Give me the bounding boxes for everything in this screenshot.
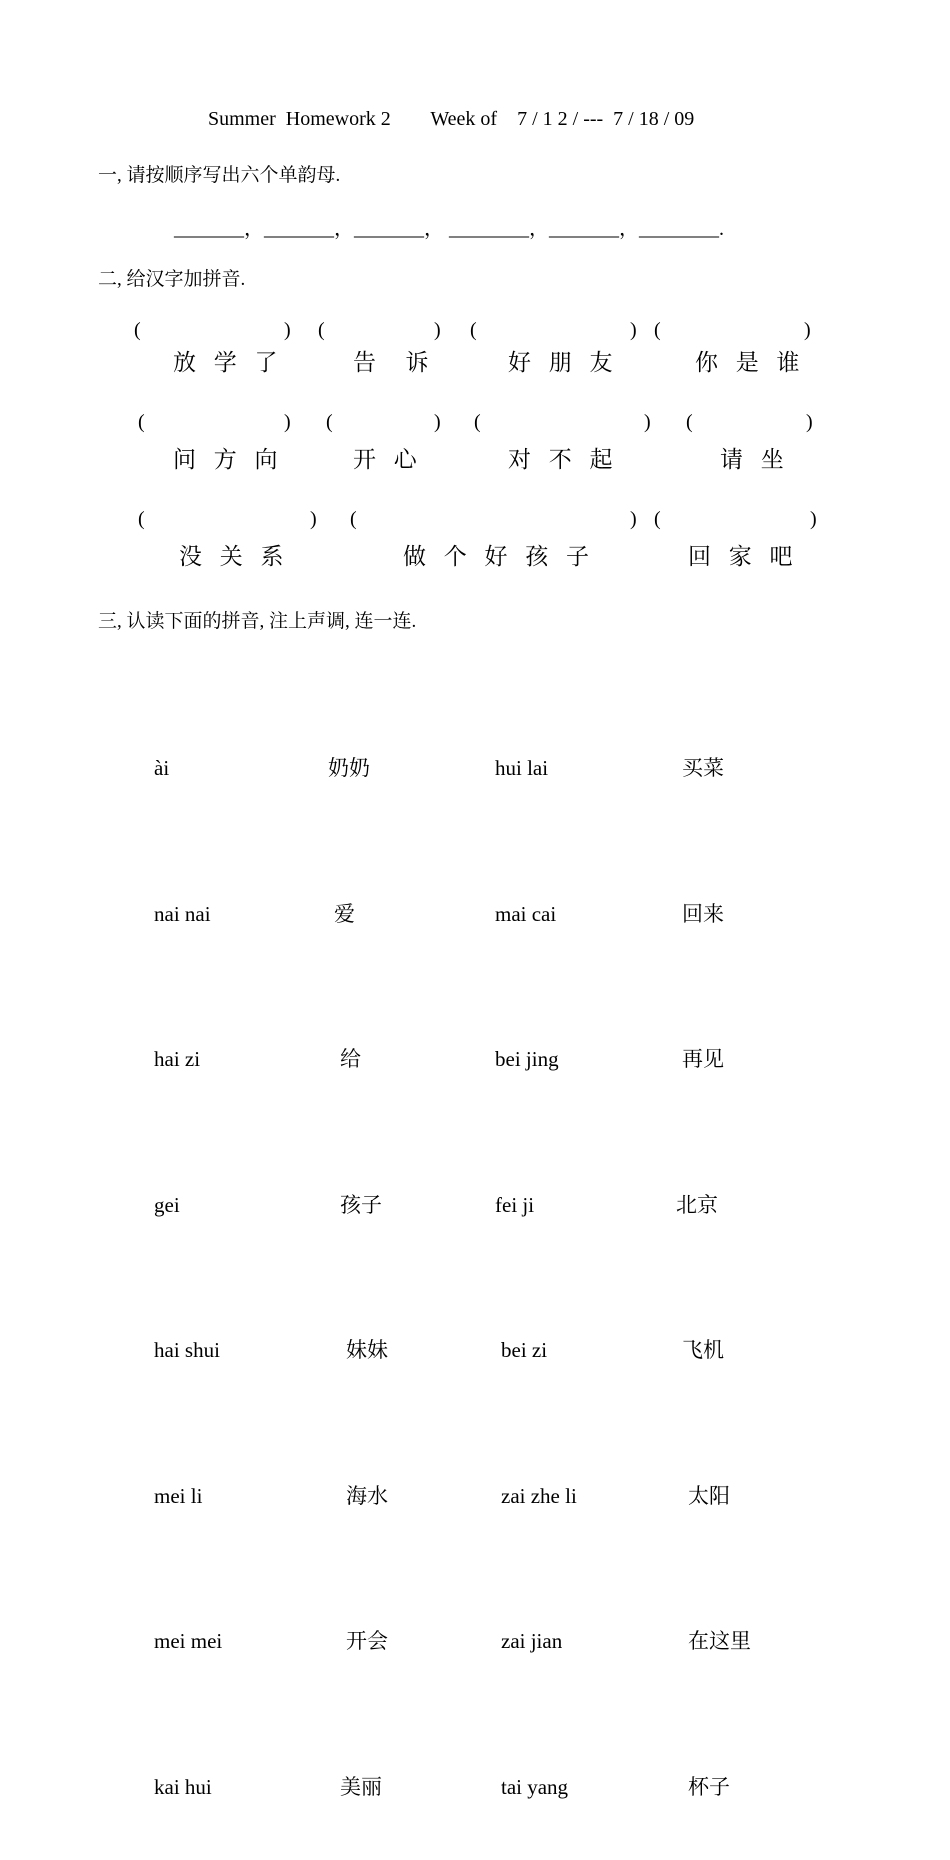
hanzi-item[interactable]: 再见: [682, 1047, 724, 1071]
hanzi-item[interactable]: 妹妹: [346, 1338, 388, 1362]
paren-open: (: [350, 508, 357, 530]
hanzi-item[interactable]: 爱: [334, 901, 355, 926]
paren-close: ): [806, 411, 813, 433]
hanzi-item[interactable]: 买菜: [682, 756, 724, 780]
paren-close: ): [644, 411, 651, 433]
hanzi-word: 请 坐: [720, 447, 790, 472]
paren-open: (: [686, 411, 693, 433]
section-3-instruction: 三, 认读下面的拼音, 注上声调, 连一连.: [98, 611, 417, 632]
hanzi-item[interactable]: 开会: [346, 1629, 388, 1653]
pinyin-item[interactable]: fei ji: [495, 1192, 535, 1217]
pinyin-item[interactable]: kai hui: [154, 1774, 212, 1799]
pinyin-item[interactable]: hai shui: [154, 1338, 220, 1362]
pinyin-item[interactable]: nai nai: [154, 901, 211, 926]
pinyin-item[interactable]: mai cai: [495, 901, 557, 926]
hanzi-word: 对 不 起: [508, 447, 619, 472]
pinyin-column-1: [154, 647, 222, 1860]
section-1-blanks[interactable]: _______，_______，_______， ________，_______，________.: [174, 218, 724, 240]
pinyin-item[interactable]: mei mei: [154, 1629, 223, 1653]
section-2-instruction: 二, 给汉字加拼音.: [98, 269, 246, 290]
hanzi-item[interactable]: 海水: [346, 1483, 388, 1508]
hanzi-word: 开 心: [353, 447, 423, 472]
pinyin-item[interactable]: ài: [154, 756, 170, 780]
pinyin-item[interactable]: zai jian: [501, 1629, 563, 1653]
hanzi-word: 告 诉: [353, 350, 435, 375]
pinyin-item[interactable]: hai zi: [154, 1047, 201, 1071]
paren-close: ): [630, 319, 637, 341]
pinyin-item[interactable]: gei: [154, 1192, 180, 1217]
paren-close: ): [804, 319, 811, 341]
hanzi-item[interactable]: 飞机: [682, 1338, 724, 1362]
pinyin-item[interactable]: zai zhe li: [501, 1483, 577, 1508]
paren-close: ): [310, 508, 317, 530]
pinyin-item[interactable]: tai yang: [501, 1774, 569, 1799]
paren-close: ): [810, 508, 817, 530]
hanzi-item[interactable]: 在这里: [688, 1629, 751, 1653]
paren-close: ): [434, 411, 441, 433]
paren-open: (: [138, 411, 145, 433]
paren-open: (: [138, 508, 145, 530]
hanzi-word: 做 个 好 孩 子: [403, 544, 595, 569]
hanzi-item[interactable]: 杯子: [688, 1774, 730, 1799]
paren-open: (: [318, 319, 325, 341]
paren-close: ): [434, 319, 441, 341]
hanzi-word: 好 朋 友: [508, 350, 619, 375]
hanzi-item[interactable]: 太阳: [688, 1483, 730, 1508]
page-title: Summer Homework 2 Week of 7 / 1 2 / --- 7 / 18 / 09: [208, 108, 695, 130]
hanzi-word: 放 学 了: [173, 350, 284, 375]
pinyin-item[interactable]: bei zi: [501, 1338, 548, 1362]
pinyin-item[interactable]: bei jing: [495, 1047, 559, 1071]
hanzi-word: 回 家 吧: [688, 544, 799, 569]
hanzi-word: 问 方 向: [173, 447, 284, 472]
hanzi-column-2: [676, 647, 751, 1860]
hanzi-word: 你 是 谁: [695, 350, 806, 375]
paren-open: (: [134, 319, 141, 341]
paren-open: (: [326, 411, 333, 433]
paren-open: (: [654, 508, 661, 530]
pinyin-item[interactable]: hui lai: [495, 756, 549, 780]
hanzi-item[interactable]: 回来: [682, 901, 724, 926]
hanzi-item[interactable]: 给: [340, 1047, 361, 1071]
paren-open: (: [474, 411, 481, 433]
paren-close: ): [284, 319, 291, 341]
hanzi-item[interactable]: 奶奶: [328, 756, 370, 780]
paren-close: ): [630, 508, 637, 530]
pinyin-column-2: [495, 647, 577, 1860]
paren-open: (: [654, 319, 661, 341]
section-1-instruction: 一, 请按顺序写出六个单韵母.: [98, 165, 341, 186]
hanzi-item[interactable]: 美丽: [340, 1774, 382, 1799]
paren-close: ): [284, 411, 291, 433]
hanzi-item[interactable]: 北京: [676, 1192, 718, 1217]
pinyin-item[interactable]: mei li: [154, 1483, 203, 1508]
hanzi-word: 没 关 系: [179, 544, 290, 569]
hanzi-column-1: [328, 647, 388, 1860]
paren-open: (: [470, 319, 477, 341]
hanzi-item[interactable]: 孩子: [340, 1192, 382, 1217]
